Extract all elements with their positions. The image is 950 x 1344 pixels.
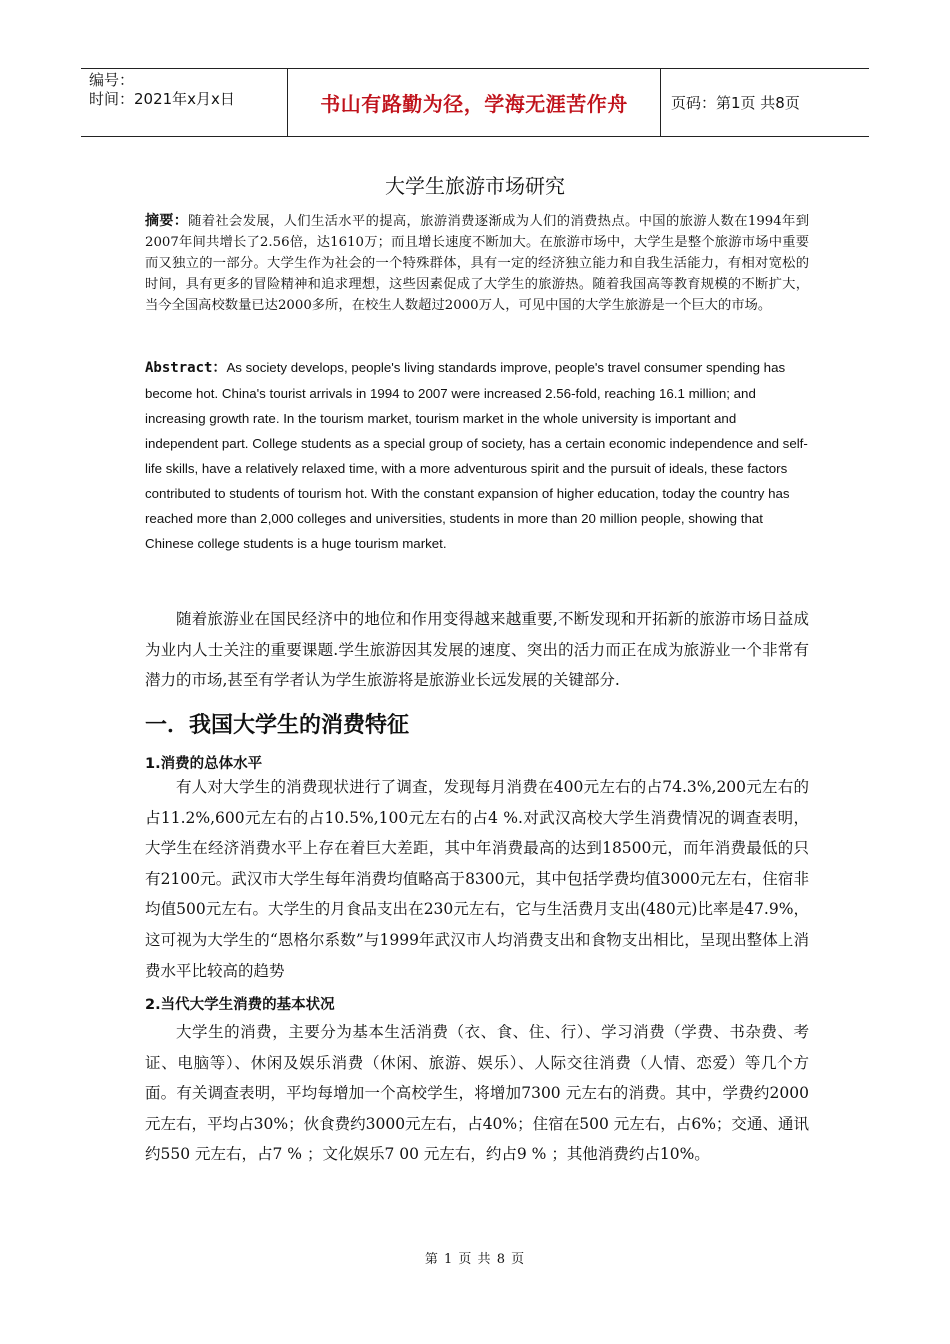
subsection-heading-1: 1.消费的总体水平 [145,756,263,772]
subsection-paragraph-1: 有人对大学生的消费现状进行了调查，发现每月消费在400元左右的占74.3%,200元左右的占11.2%,600元左右的占10.5%,100元左右的占4 %.对武汉高校大学生消费情况的调查表明，大学生在经济消费水平上存在着巨大差距，其中年消费最高的达到18500元，而年消费最低的只有2100元。武汉市大学生每年消费均值略高于8300元，其中包括学费均值3000元左右，住宿非均值500元左右。大学生的月食品支出在230元左右，它与生活费月支出(480元)比率是47.9%，这可视为大学生的“恩格尔系数”与1999年武汉市人均消费支出和食物支出相比，呈现出整体上消费水平比较高的趋势 [145,778,809,980]
abstract-english [145,355,809,556]
header-page-info: 页码：第1页 共8页 [671,94,800,112]
subsection-heading-2: 2.当代大学生消费的基本状况 [145,997,335,1013]
section-heading: 一．我国大学生的消费特征 [145,713,410,738]
document-date: 时间：2021年x月x日 [89,90,235,108]
intro-paragraph: 随着旅游业在国民经济中的地位和作用变得越来越重要,不断发现和开拓新的旅游市场日益成为业内人士关注的重要课题.学生旅游因其发展的速度、突出的活力而正在成为旅游业一个非常有潜力的市场,甚至有学者认为学生旅游将是旅游业长远发展的关键部分. [145,610,809,690]
document-title: 大学生旅游市场研究 [385,174,565,198]
abstract-cn-text: 随着社会发展，人们生活水平的提高，旅游消费逐渐成为人们的消费热点。中国的旅游人数在1994年到2007年间共增长了2.56倍，达1610万；而且增长速度不断加大。在旅游市场中，大学生是整个旅游市场中重要而又独立的一部分。大学生作为社会的一个特殊群体，具有一定的经济独立能力和自我生活能力，有相对宽松的时间，具有更多的冒险精神和追求理想，这些因素促成了大学生的旅游热。随着我国高等教育规模的不断扩大，当今全国高校数量已达2000多所，在校生人数超过2000万人，可见中国的大学生旅游是一个巨大的市场。 [145,214,810,313]
subsection-paragraph-2: 大学生的消费，主要分为基本生活消费（衣、食、住、行）、学习消费（学费、书杂费、考证、电脑等）、休闲及娱乐消费（休闲、旅游、娱乐）、人际交往消费（人情、恋爱）等几个方面。有关调查表明，平均每增加一个高校学生，将增加7300 元左右的消费。其中，学费约2000 元左右，平均占30%；伙食费约3000元左右，占40%；住宿在500 元左右，占6%；交通、通讯约550 元左右，占7 % ；文化娱乐7 00 元左右，约占9 % ；其他消费约占10%。 [145,1023,809,1164]
abstract-cn-label: 摘要： [145,213,189,229]
page-header [81,68,869,137]
header-meta [81,69,288,136]
header-motto: 书山有路勤为径，学海无涯苦作舟 [288,69,661,136]
abstract-en-text: As society develops, people's living standards improve, people's travel consumer spending has become hot. China's tourist arrivals in 1994 to 2007 were increased 2.56-fold, reaching 16.1 million; and increasing growth rate. In the tourism market, tourism market in the whole university is important and independent part. College students as a special group of society, has a certain economic independence and self-life skills, have a relatively relaxed time, with a more adventurous spirit and the pursuit of ideals, these factors contributed to students of tourism hot. With the constant expansion of higher education, today the country has reached more than 2,000 colleges and universities, students in more than 20 million people, showing that Chinese college students is a huge tourism market. [145,360,808,551]
document-number: 编号： [89,71,135,89]
page-footer: 第 1 页 共 8 页 [424,1252,526,1267]
abstract-chinese [145,211,809,316]
abstract-en-label: Abstract： [145,360,227,376]
